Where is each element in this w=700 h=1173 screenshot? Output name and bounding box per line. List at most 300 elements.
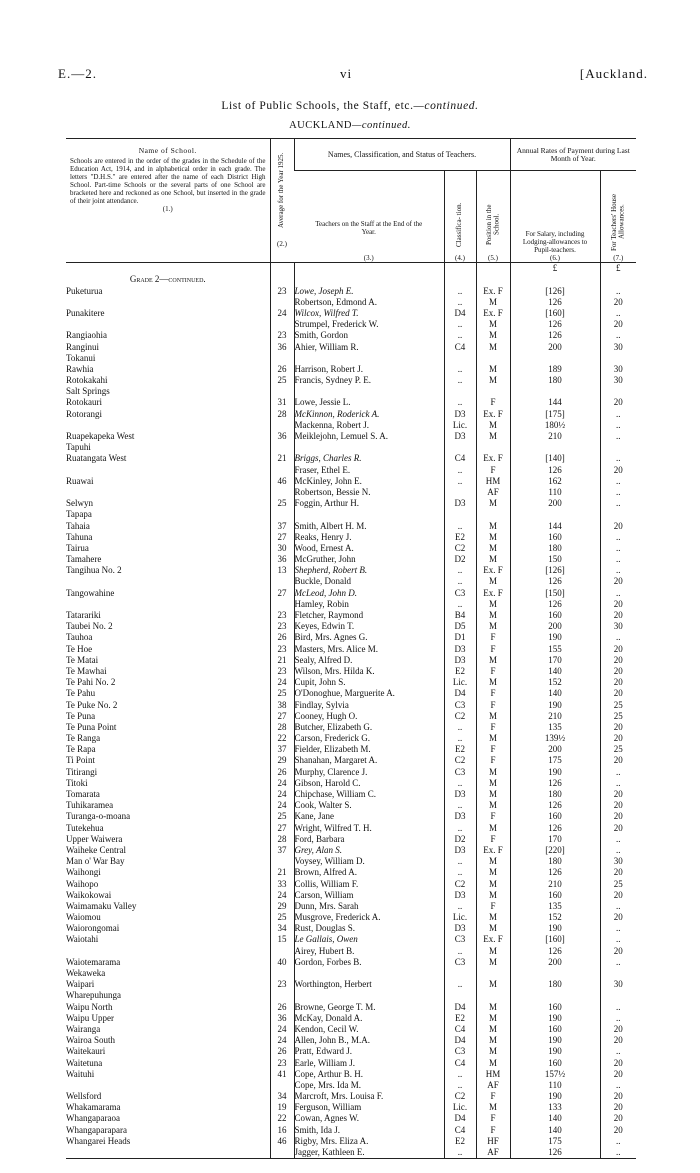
teacher-name: Lowe, Jessie L. [294,397,444,408]
position: M [476,1035,510,1046]
position: M [476,856,510,867]
house-allowance: .. [600,1080,636,1091]
teacher-name: Butcher, Elizabeth G. [294,722,444,733]
school-name: Whakamarama [66,1102,121,1113]
house-allowance: 20 [600,599,636,610]
average-attendance [270,968,294,979]
salary: 135 [510,722,600,733]
average-attendance: 34 [270,923,294,934]
school-name [66,576,270,587]
position: AF [476,1147,510,1159]
allow-column-label: For Teachers' House Allowances. [609,193,626,251]
table-row [66,901,636,912]
table-row [66,1024,636,1035]
house-allowance: 20 [600,800,636,811]
average-attendance: 15 [270,934,294,945]
teacher-name: Cook, Walter S. [294,800,444,811]
house-allowance: .. [600,587,636,598]
school-name: Wairanga [66,1023,101,1034]
house-allowance: .. [600,431,636,442]
teacher-name: Cope, Mrs. Ida M. [294,1080,444,1091]
table-row [66,453,636,464]
house-allowance: .. [600,632,636,643]
house-allowance: 20 [600,666,636,677]
school-name: Whangarei Heads [66,1135,131,1146]
teacher-name: Pratt, Edward J. [294,1046,444,1057]
classification: D3 [444,498,476,509]
average-attendance: 16 [270,1124,294,1135]
teacher-name: Kane, Jane [294,811,444,822]
average-attendance: 25 [270,688,294,699]
salary: 160 [510,811,600,822]
classification: C4 [444,1124,476,1135]
average-attendance: 37 [270,520,294,531]
salary: 157½ [510,1069,600,1080]
average-attendance: 23 [270,330,294,341]
classification: C4 [444,1057,476,1068]
school-name: Selwyn [66,498,93,509]
school-name: Rotokauri [66,397,102,408]
school-name: Waipu Upper [66,1012,115,1023]
average-attendance [270,353,294,364]
position: Ex. F [476,934,510,945]
school-name: Waiheke Central [66,844,126,855]
table-row [66,979,636,990]
salary: 180½ [510,420,600,431]
classification: .. [444,979,476,990]
school-name: Waitetuna [66,1057,103,1068]
position: M [476,677,510,688]
teacher-name: Allen, John B., M.A. [294,1035,444,1046]
cls-column-header [444,171,476,263]
teacher-name: McKinnon, Roderick A. [294,408,444,419]
classification [444,509,476,520]
position: M [476,1102,510,1113]
teacher-name: Carson, Frederick G. [294,733,444,744]
position: M [476,655,510,666]
average-attendance: 27 [270,711,294,722]
table-row [66,1057,636,1068]
salary: 175 [510,1136,600,1147]
teacher-name: Chipchase, William C. [294,789,444,800]
table-row [66,867,636,878]
house-allowance [600,353,636,364]
salary [510,509,600,520]
table-row [66,811,636,822]
classification: D3 [444,643,476,654]
classification: D5 [444,621,476,632]
school-name: Tairua [66,542,89,553]
average-attendance: 23 [270,1057,294,1068]
teacher-name: Ferguson, William [294,1102,444,1113]
teachers-group-header: Names, Classification, and Status of Teachers. [294,139,510,171]
house-allowance: 20 [600,1102,636,1113]
salary: 160 [510,532,600,543]
classification: .. [444,565,476,576]
position [476,386,510,397]
house-allowance: .. [600,565,636,576]
classification [444,487,476,498]
position [476,442,510,453]
school-name: Whangaparaoa [66,1113,120,1124]
table-row [66,408,636,419]
teacher-name: Lowe, Joseph E. [294,285,444,296]
average-attendance: 25 [270,811,294,822]
table-row [66,297,636,308]
teacher-name: Murphy, Clarence J. [294,766,444,777]
average-attendance: 26 [270,364,294,375]
teacher-name: Buckle, Donald [294,576,444,587]
avg-column-header [270,139,294,263]
table-row [66,610,636,621]
average-attendance: 23 [270,285,294,296]
teacher-name: Le Gallais, Owen [294,934,444,945]
position: M [476,599,510,610]
house-allowance: 20 [600,867,636,878]
position: M [476,431,510,442]
salary: 126 [510,822,600,833]
currency-symbol: £ [510,263,600,275]
table-row [66,957,636,968]
position: Ex. F [476,285,510,296]
house-allowance: 20 [600,677,636,688]
page-title [0,100,700,112]
position: Ex. F [476,453,510,464]
house-allowance: .. [600,554,636,565]
house-allowance: 20 [600,789,636,800]
table-row [66,778,636,789]
position: F [476,1091,510,1102]
teacher-name: Masters, Mrs. Alice M. [294,643,444,654]
grade-heading: Grade 2—continued. [129,274,206,285]
school-name: Waiotahi [66,934,99,945]
average-attendance [270,464,294,475]
classification: E2 [444,744,476,755]
house-allowance: 30 [600,364,636,375]
avg-column-label: Average for the Year 1925. [277,152,286,229]
teacher-name: Cope, Arthur B. H. [294,1069,444,1080]
house-allowance: 20 [600,1124,636,1135]
position [476,353,510,364]
teacher-name: Ahier, William R. [294,341,444,352]
position: F [476,901,510,912]
classification: D3 [444,923,476,934]
average-attendance: 25 [270,375,294,386]
salary: 126 [510,1147,600,1159]
school-name: Waiotemarama [66,956,121,967]
table-row [66,934,636,945]
house-allowance: 20 [600,610,636,621]
table-row [66,1069,636,1080]
classification: C2 [444,755,476,766]
teacher-name: Worthington, Herbert [294,979,444,990]
salary: 126 [510,330,600,341]
classification: .. [444,1080,476,1091]
school-column-note: Schools are entered in the order of the grades in the Schedule of the Education Act, 1914, and in alphabetical order in each grade. The letters "D.H.S." are entered after the name of each District High School. Part-time Schools or the several parts of one School are bracketed here and reckoned as one School, but inserted in the grade of their joint attendance. [70,157,266,205]
position: M [476,621,510,632]
classification: C4 [444,341,476,352]
table-row [66,487,636,498]
teacher-name: Smith, Albert H. M. [294,520,444,531]
average-attendance: 23 [270,979,294,990]
school-name: Te Ranga [66,733,101,744]
classification: D3 [444,890,476,901]
classification: C3 [444,957,476,968]
teacher-name: Fletcher, Raymond [294,610,444,621]
position: Ex. F [476,565,510,576]
average-attendance: 21 [270,867,294,878]
table-row [66,554,636,565]
school-name: Wellsford [66,1091,102,1102]
table-row [66,386,636,397]
classification: C3 [444,934,476,945]
school-name: Tuhikaramea [66,800,114,811]
position [476,509,510,520]
table-row [66,945,636,956]
teacher-name: Marcroft, Mrs. Louisa F. [294,1091,444,1102]
salary: 180 [510,979,600,990]
average-attendance [270,509,294,520]
house-allowance [600,509,636,520]
teacher-name [294,353,444,364]
house-allowance: .. [600,766,636,777]
average-attendance: 46 [270,476,294,487]
classification: C4 [444,1024,476,1035]
table-row [66,822,636,833]
salary: 190 [510,766,600,777]
school-name: Wharepuhunga [66,990,121,1001]
average-attendance [270,945,294,956]
average-attendance: 33 [270,878,294,889]
table-row [66,576,636,587]
school-name: Waimamaku Valley [66,900,137,911]
position: M [476,945,510,956]
position: M [476,822,510,833]
salary: 160 [510,610,600,621]
classification: .. [444,1069,476,1080]
district-label: [Auckland. [579,66,648,81]
table-row [66,621,636,632]
school-name: Ranginui [66,341,99,352]
salary: [150] [510,587,600,598]
school-name: Te Rapa [66,744,96,755]
subtitle-main: AUCKLAND [289,120,353,131]
average-attendance [270,576,294,587]
house-allowance: .. [600,957,636,968]
classification: C2 [444,711,476,722]
salary: 200 [510,498,600,509]
teacher-name: Brown, Alfred A. [294,867,444,878]
position: M [476,923,510,934]
table-row [66,890,636,901]
teacher-name: Robertson, Edmond A. [294,297,444,308]
average-attendance [270,856,294,867]
average-attendance: 41 [270,1069,294,1080]
salary: 160 [510,890,600,901]
table-row [66,990,636,1001]
salary: 190 [510,1035,600,1046]
teacher-name: McKinley, John E. [294,476,444,487]
position: M [476,420,510,431]
school-name: Tutekehua [66,822,104,833]
position: M [476,532,510,543]
salary: 190 [510,699,600,710]
average-attendance: 26 [270,1046,294,1057]
school-name: Rangiaohia [66,330,107,341]
school-name: Tapapa [66,509,92,520]
position: Ex. F [476,408,510,419]
table-row [66,330,636,341]
table-row [66,1113,636,1124]
salary: 200 [510,744,600,755]
school-name: Te Pahi No. 2 [66,677,116,688]
average-attendance: 25 [270,912,294,923]
salary [510,442,600,453]
school-name: Te Hoe [66,643,93,654]
table-row [66,800,636,811]
salary [510,968,600,979]
school-name: Titoki [66,777,88,788]
school-name: Turanga-o-moana [66,811,131,822]
house-allowance: .. [600,543,636,554]
average-attendance: 24 [270,890,294,901]
teacher-name: Strumpel, Frederick W. [294,319,444,330]
classification: .. [444,901,476,912]
house-allowance [600,968,636,979]
position: Ex. F [476,308,510,319]
teacher-name: Harrison, Robert J. [294,364,444,375]
teacher-name: Voysey, William D. [294,856,444,867]
average-attendance [270,386,294,397]
house-allowance: 20 [600,1091,636,1102]
classification: C2 [444,543,476,554]
table-row [66,397,636,408]
position: F [476,666,510,677]
salary: 126 [510,319,600,330]
salary-column-label: For Salary, including Lodging-allowances to Pupil-teachers. [522,230,588,254]
classification [444,386,476,397]
position: M [476,800,510,811]
school-column-title: Name of School. [138,146,197,155]
classification: Lic. [444,420,476,431]
school-name [66,297,270,308]
teacher-name [294,442,444,453]
position: M [476,576,510,587]
school-name: Te Puna [66,710,96,721]
teacher-name [294,386,444,397]
teacher-name: Collis, William F. [294,878,444,889]
table-row [66,532,636,543]
classification: B4 [444,610,476,621]
house-allowance: .. [600,330,636,341]
house-allowance: .. [600,1046,636,1057]
table-row [66,1091,636,1102]
average-attendance: 22 [270,1113,294,1124]
school-name [66,319,270,330]
school-name: Tahaia [66,520,90,531]
table-row [66,587,636,598]
house-allowance: 20 [600,722,636,733]
salary: 110 [510,487,600,498]
teacher-name [294,968,444,979]
house-allowance: 25 [600,744,636,755]
average-attendance: 27 [270,822,294,833]
house-allowance [600,442,636,453]
salary: 160 [510,1001,600,1012]
position: Ex. F [476,587,510,598]
school-name [66,487,270,498]
house-allowance: 25 [600,711,636,722]
teacher-name: Meiklejohn, Lemuel S. A. [294,431,444,442]
classification: Lic. [444,1102,476,1113]
table-row [66,722,636,733]
teacher-name: Francis, Sydney P. E. [294,375,444,386]
teacher-name: Gordon, Forbes B. [294,957,444,968]
school-name: Wairoa South [66,1035,116,1046]
house-allowance: 20 [600,688,636,699]
salary: 140 [510,1113,600,1124]
house-allowance: .. [600,923,636,934]
table-row [66,543,636,554]
position: M [476,297,510,308]
classification: D3 [444,789,476,800]
school-name: Rotokakahi [66,375,108,386]
salary: 144 [510,397,600,408]
classification: .. [444,364,476,375]
house-allowance: 25 [600,878,636,889]
salary: 126 [510,297,600,308]
average-attendance: 26 [270,766,294,777]
position: M [476,610,510,621]
table-row [66,319,636,330]
salary: 126 [510,945,600,956]
table-row [66,353,636,364]
table-row [66,1001,636,1012]
school-name [66,1147,270,1159]
average-attendance: 24 [270,1035,294,1046]
house-allowance: 20 [600,822,636,833]
table-row [66,766,636,777]
average-attendance: 26 [270,632,294,643]
teacher-name: Rust, Douglas S. [294,923,444,934]
teacher-name: Cowan, Agnes W. [294,1113,444,1124]
salary: [140] [510,453,600,464]
school-name: Tokanui [66,352,96,363]
school-name: Salt Springs [66,386,110,397]
salary-column-header [510,171,600,263]
position: HF [476,1136,510,1147]
school-name: Rotorangi [66,408,102,419]
house-allowance: 30 [600,856,636,867]
teacher-name: Reaks, Henry J. [294,532,444,543]
school-name: Waitekauri [66,1046,106,1057]
house-allowance: 20 [600,890,636,901]
teacher-name: Sealy, Alfred D. [294,655,444,666]
average-attendance: 24 [270,677,294,688]
classification: C2 [444,878,476,889]
teacher-name [294,990,444,1001]
table-row [66,1080,636,1091]
position: M [476,867,510,878]
position: F [476,811,510,822]
table-row [66,1136,636,1147]
salary: 170 [510,655,600,666]
classification: .. [444,397,476,408]
classification: .. [444,856,476,867]
school-name: Te Matai [66,654,99,665]
classification: D4 [444,1113,476,1124]
teacher-column-header [294,171,444,263]
